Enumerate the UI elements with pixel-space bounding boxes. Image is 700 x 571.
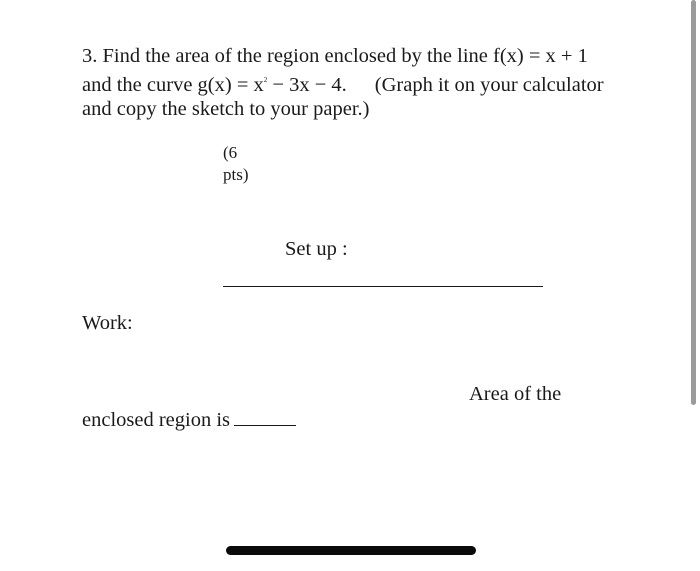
exponent: 2: [263, 76, 268, 84]
area-label-part1: Area of the: [469, 383, 562, 405]
setup-label: Set up :: [285, 238, 348, 260]
graph-instruction: (Graph it on your calculator: [374, 74, 604, 96]
curve-text: and the curve g(x) = x: [82, 74, 264, 96]
scrollbar[interactable]: [691, 0, 696, 405]
problem-line-3: and copy the sketch to your paper.): [82, 98, 370, 120]
area-answer-row: [82, 407, 296, 432]
area-answer-blank: [234, 407, 296, 426]
problem-line-1: 3. Find the area of the region enclosed by the line f(x) = x + 1: [82, 45, 588, 67]
curve-text-rest: − 3x − 4.: [267, 74, 347, 96]
points-value: [223, 142, 249, 186]
problem-line-2: [82, 68, 642, 97]
work-label: Work:: [82, 312, 133, 334]
setup-answer-line: [223, 286, 543, 287]
points-line-2: pts): [223, 165, 249, 184]
home-indicator[interactable]: [226, 546, 476, 555]
area-label-part2: enclosed region is: [82, 409, 231, 431]
problem-statement: [82, 44, 642, 121]
points-line-1: (6: [223, 143, 238, 162]
